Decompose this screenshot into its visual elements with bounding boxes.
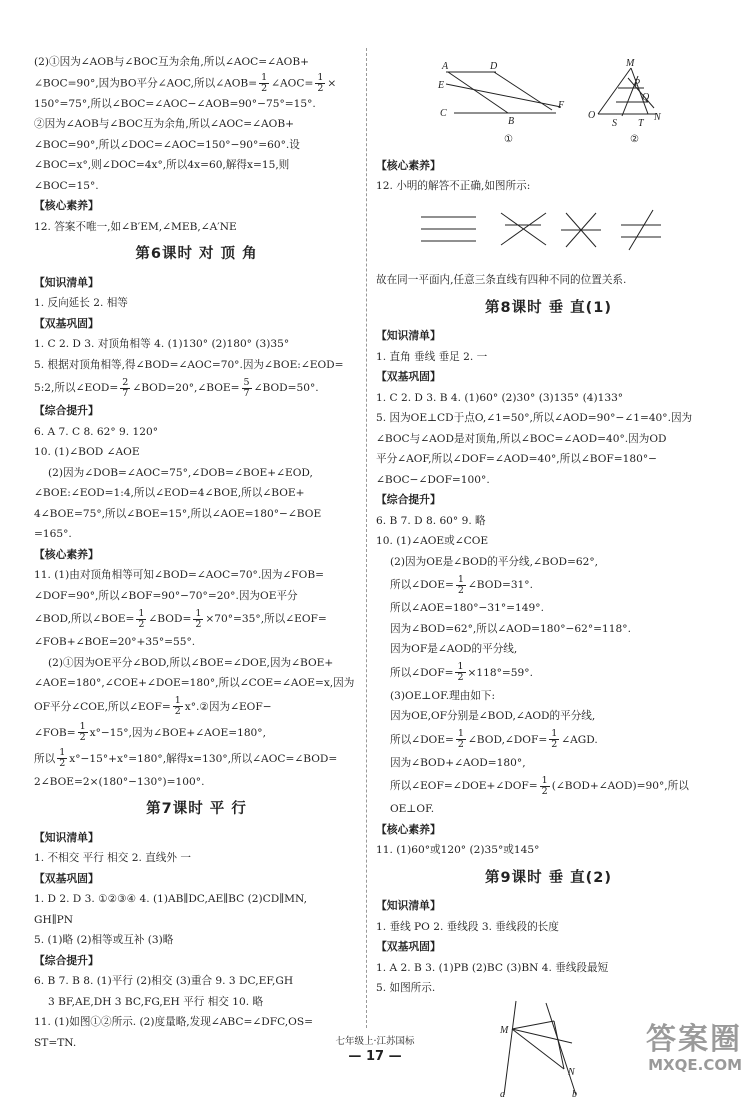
answer-line: 11. (1)由对顶角相等可知∠BOD=∠AOC=70°.因为∠FOB=: [34, 569, 324, 581]
three-lines-figure: [421, 205, 661, 255]
lesson-title: 第8课时 垂 直(1): [484, 299, 613, 316]
answer-line: OE⊥OF.: [390, 803, 435, 815]
answer-line: 所以∠DOF= $\frac{1}{2}$ ×118°=59°.: [390, 661, 533, 683]
section-heading: 【知识清单】: [34, 830, 99, 844]
answer-line: 1. 直角 垂线 垂足 2. 一: [376, 350, 488, 363]
answer-line: GH∥PN: [34, 913, 73, 926]
answer-line: 所以∠DOE= $\frac{1}{2}$ ∠BOD=31°.: [390, 573, 533, 596]
parallel-figures: [376, 56, 721, 148]
section-heading: 【知识清单】: [34, 275, 99, 289]
fraction: $\frac{1}{2}$: [174, 695, 181, 717]
answer-line: ∠BOC与∠AOD是对顶角,所以∠BOC=∠AOD=40°.因为OD: [376, 432, 667, 445]
fraction: $\frac{1}{2}$: [551, 728, 558, 750]
watermark-logo: 答案圈: [646, 1022, 742, 1057]
answer-line: 5. 如图所示.: [376, 982, 436, 994]
answer-line: 5. 根据对顶角相等,得∠BOD=∠AOC=70°.因为∠BOE:∠EOD=: [34, 358, 344, 371]
answer-line: ∠BOE:∠EOD=1:4,所以∠EOD=4∠BOE,所以∠BOE+: [34, 487, 305, 499]
answer-line: 10. (1)∠AOE或∠COE: [376, 535, 489, 547]
fig-label: B: [508, 116, 515, 127]
answer-line: 1. 不相交 平行 相交 2. 直线外 一: [34, 852, 191, 864]
fig-label: D: [490, 61, 498, 72]
fig-label: a: [500, 1088, 505, 1099]
fig-label: F: [558, 100, 565, 111]
answer-line: 因为OE,OF分别是∠BOD,∠AOD的平分线,: [390, 710, 596, 722]
fig-label: N: [568, 1066, 575, 1078]
fig-label: A: [442, 61, 449, 72]
answer-line: OF平分∠COE,所以∠EOF= $\frac{1}{2}$ x°.②因为∠EOF−: [34, 695, 272, 717]
answer-line: 12. 答案不唯一,如∠B′EM,∠MEB,∠A′NE: [34, 220, 237, 233]
text-line: ∠BOC=15°.: [34, 179, 99, 192]
fraction: $\frac{1}{2}$: [317, 71, 324, 94]
answer-line: =165°.: [34, 528, 72, 540]
answer-line: 4∠BOE=75°,所以∠BOE=15°,所以∠AOE=180°−∠BOE: [34, 507, 322, 520]
answer-line: ST=TN.: [34, 1036, 77, 1049]
answer-line: ∠FOB+∠BOE=20°+35°=55°.: [34, 636, 196, 648]
fig-label: O: [588, 110, 596, 121]
fig-label: M: [626, 58, 635, 69]
answer-line: ∠BOC−∠DOF=100°.: [376, 473, 490, 486]
section-heading: 【双基巩固】: [376, 370, 441, 383]
fraction: $\frac{1}{2}$: [457, 661, 464, 683]
section-heading: 【双基巩固】: [34, 316, 99, 330]
answer-line: 所以∠DOE= $\frac{1}{2}$ ∠BOD,∠DOF= $\frac{1}{2}$ ∠AGD.: [390, 728, 598, 750]
answer-line: ∠AOE=180°,∠COE+∠DOE=180°,所以∠COE=∠AOE=x,因为: [34, 677, 355, 689]
answer-line: 6. B 7. D 8. 60° 9. 略: [376, 514, 486, 527]
lesson-title: 第7课时 平 行: [146, 801, 247, 817]
answer-line: 所以∠EOF=∠DOE+∠DOF= $\frac{1}{2}$ (∠BOD+∠AOD)=90°,所以: [390, 774, 689, 797]
lesson-title: 第9课时 垂 直(2): [484, 869, 613, 886]
section-heading: 【核心素养】: [34, 547, 99, 561]
section-heading: 【核心素养】: [34, 199, 99, 212]
fig-label: T: [638, 118, 644, 129]
footer-tag: 七年级上·江苏国标: [335, 1036, 415, 1047]
section-heading: 【综合提升】: [34, 404, 99, 417]
text-line: 150°=75°,所以∠BOC=∠AOC−∠AOB=90°−75°=15°.: [34, 97, 316, 110]
section-heading: 【综合提升】: [34, 953, 99, 967]
answer-line: 因为∠BOD+∠AOD=180°,: [390, 756, 526, 769]
answer-line: 1. 垂线 PO 2. 垂线段 3. 垂线段的长度: [376, 920, 559, 933]
section-heading: 【核心素养】: [376, 158, 441, 172]
fraction: $\frac{2}{7}$: [122, 376, 129, 399]
answer-line: (2)因为∠DOB=∠AOC=75°,∠DOB=∠BOE+∠EOD,: [48, 466, 313, 479]
answer-line: 5. (1)略 (2)相等或互补 (3)略: [34, 934, 174, 946]
answer-line: 故在同一平面内,任意三条直线有四种不同的位置关系.: [376, 274, 627, 286]
fraction: $\frac{1}{2}$: [541, 774, 548, 797]
answer-line: 1. C 2. D 3. 对顶角相等 4. (1)130° (2)180° (3)35°: [34, 338, 290, 350]
answer-line: ∠BOD,所以∠BOE= $\frac{1}{2}$ ∠BOD= $\frac{1}{2}$ ×70°=35°,所以∠EOF=: [34, 607, 327, 630]
text-line: ∠BOC=90°,因为BO平分∠AOC,所以∠AOB= $\frac{1}{2}$ ∠AOC= $\frac{1}{2}$ ×: [34, 71, 337, 94]
fig-label: ②: [630, 134, 639, 145]
fig-label: S: [612, 118, 617, 129]
right-column: [376, 56, 721, 1106]
fig-label: ①: [504, 134, 513, 145]
answer-line: 因为OF是∠AOD的平分线,: [390, 643, 518, 655]
text-line: (2)①因为∠AOB与∠BOC互为余角,所以∠AOC=∠AOB+: [34, 56, 310, 68]
fig-label: P: [634, 78, 641, 89]
answer-line: (3)OE⊥OF.理由如下:: [390, 689, 496, 702]
fraction: $\frac{1}{2}$: [79, 721, 86, 743]
fig-label: C: [440, 108, 447, 119]
answer-line: 10. (1)∠BOD ∠AOE: [34, 446, 140, 458]
answer-line: 所以 $\frac{1}{2}$ x°−15°+x°=180°,解得x=130°,所以∠AOC=∠BOD=: [34, 747, 338, 769]
answer-line: 2∠BOE=2×(180°−130°)=100°.: [34, 775, 205, 788]
section-heading: 【知识清单】: [376, 899, 441, 912]
fig-label: M: [500, 1024, 509, 1036]
fig-label: E: [438, 80, 445, 91]
answer-line: 5:2,所以∠EOD= $\frac{2}{7}$ ∠BOD=20°,∠BOE= $\frac{5}{7}$ ∠BOD=50°.: [34, 376, 319, 399]
section-heading: 【知识清单】: [376, 329, 441, 342]
fig-label: N: [654, 112, 661, 123]
section-heading: 【综合提升】: [376, 493, 441, 506]
answer-line: ∠DOF=90°,所以∠BOF=90°−70°=20°.因为OE平分: [34, 589, 298, 602]
left-column: [34, 52, 359, 1053]
fraction: $\frac{1}{2}$: [261, 71, 268, 94]
section-heading: 【核心素养】: [376, 822, 441, 836]
answer-line: (2)①因为OE平分∠BOD,所以∠BOE=∠DOE,因为∠BOE+: [48, 656, 334, 669]
answer-line: 平分∠AOF,所以∠DOF=∠AOD=40°,所以∠BOF=180°−: [376, 453, 658, 465]
answer-line: 因为∠BOD=62°,所以∠AOD=180°−62°=118°.: [390, 622, 631, 635]
fraction: $\frac{1}{2}$: [457, 573, 464, 596]
fraction: $\frac{1}{2}$: [457, 728, 464, 750]
page-footer: [0, 1033, 750, 1064]
column-divider: [366, 48, 367, 1028]
page-number: — 17 —: [348, 1049, 402, 1064]
answer-line: 11. (1)如图①②所示. (2)度量略,发现∠ABC=∠DFC,OS=: [34, 1016, 313, 1028]
text-line: ∠BOC=90°,所以∠DOC=∠AOC=150°−90°=60°.设: [34, 138, 300, 151]
answer-line: (2)因为OE是∠BOD的平分线,∠BOD=62°,: [390, 555, 599, 568]
fraction: $\frac{1}{2}$: [195, 607, 202, 630]
text-line: ∠BOC=x°,则∠DOC=4x°,所以4x=60,解得x=15,则: [34, 159, 290, 171]
fraction: $\frac{1}{2}$: [138, 607, 145, 630]
lesson-title: 第6课时 对 顶 角: [135, 246, 258, 262]
answer-line: 1. C 2. D 3. B 4. (1)60° (2)30° (3)135° (4)133°: [376, 391, 624, 404]
fig-label: b: [572, 1088, 577, 1099]
section-heading: 【双基巩固】: [34, 871, 99, 885]
answer-line: 6. B 7. B 8. (1)平行 (2)相交 (3)重合 9. 3 DC,EF,GH: [34, 975, 294, 987]
fraction: $\frac{5}{7}$: [243, 376, 250, 399]
answer-line: 所以∠AOE=180°−31°=149°.: [390, 602, 544, 614]
answer-line: 1. A 2. B 3. (1)PB (2)BC (3)BN 4. 垂线段最短: [376, 961, 609, 974]
answer-line: 5. 因为OE⊥CD于点O,∠1=50°,所以∠AOD=90°−∠1=40°.因为: [376, 412, 693, 424]
answer-line: 1. D 2. D 3. ①②③④ 4. (1)AB∥DC,AE∥BC (2)CD∥MN,: [34, 893, 307, 905]
answer-line: 6. A 7. C 8. 62° 9. 120°: [34, 425, 159, 438]
watermark: [646, 1024, 742, 1074]
answer-line: ∠FOB= $\frac{1}{2}$ x°−15°,因为∠BOE+∠AOE=180°,: [34, 721, 266, 743]
section-heading: 【双基巩固】: [376, 940, 441, 953]
answer-line: 11. (1)60°或120° (2)35°或145°: [376, 844, 540, 856]
answer-line: 3 BF,AE,DH 3 BC,FG,EH 平行 相交 10. 略: [48, 995, 264, 1008]
answer-line: 12. 小明的解答不正确,如图所示:: [376, 180, 531, 192]
text-line: ②因为∠AOB与∠BOC互为余角,所以∠AOC=∠AOB+: [34, 118, 295, 130]
watermark-url: MXQE.COM: [648, 1056, 742, 1074]
fraction: $\frac{1}{2}$: [59, 747, 66, 769]
fig-label: Q: [642, 92, 650, 103]
answer-line: 1. 反向延长 2. 相等: [34, 297, 128, 309]
